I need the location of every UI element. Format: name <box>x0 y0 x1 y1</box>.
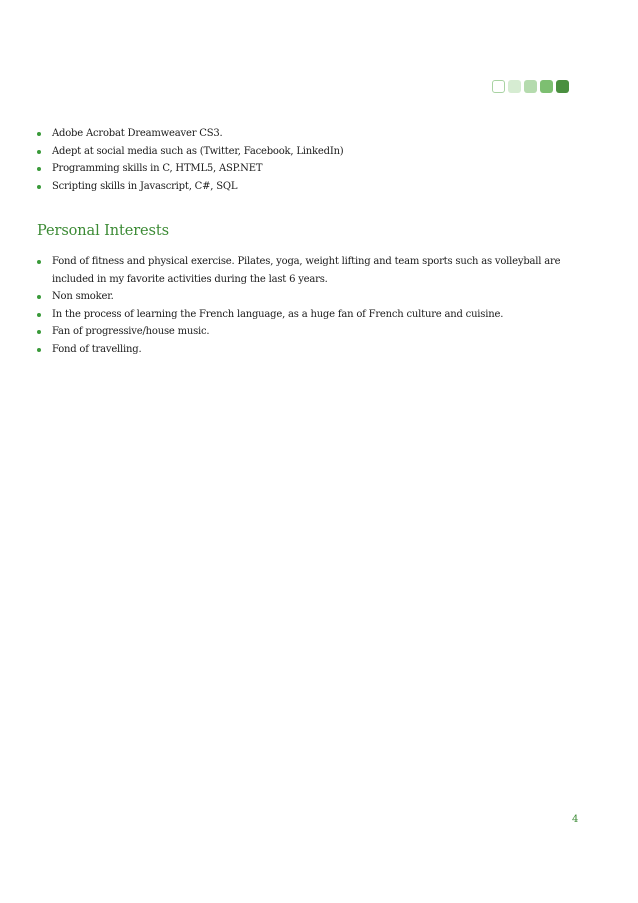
list-item-text: Programming skills in C, HTML5, ASP.NET <box>52 163 263 174</box>
list-item <box>37 341 582 359</box>
list-item-text: Fan of progressive/house music. <box>52 326 210 337</box>
section-title-personal-interests: Personal Interests <box>37 223 169 239</box>
bullet-icon <box>37 295 41 299</box>
deco-square <box>524 80 537 93</box>
interests-list <box>37 253 582 358</box>
list-item <box>37 125 582 143</box>
list-item-text: Non smoker. <box>52 291 114 302</box>
list-item-text: Fond of travelling. <box>52 343 142 355</box>
bullet-icon <box>37 313 41 317</box>
green-gradient-squares-icon <box>492 80 569 93</box>
bullet-icon <box>37 348 41 352</box>
list-item-text: Fond of fitness and physical exercise. Pilates, yoga, weight lifting and team sports such as volleyball are included in my favorite activities during the last 6 years. <box>52 256 561 285</box>
deco-square <box>556 80 569 93</box>
list-item <box>37 160 582 178</box>
list-item <box>37 178 582 196</box>
deco-square <box>508 80 521 93</box>
list-item-text: Scripting skills in Javascript, C#, SQL <box>52 180 238 192</box>
bullet-icon <box>37 260 41 264</box>
bullet-icon <box>37 330 41 334</box>
list-item <box>37 288 582 306</box>
bullet-icon <box>37 132 41 136</box>
list-item <box>37 306 582 324</box>
list-item-text: Adept at social media such as (Twitter, Facebook, LinkedIn) <box>52 145 344 157</box>
list-item-text: Adobe Acrobat Dreamweaver CS3. <box>52 128 223 139</box>
list-item <box>37 253 582 288</box>
bullet-icon <box>37 150 41 154</box>
deco-square <box>540 80 553 93</box>
skills-list <box>37 125 582 195</box>
list-item <box>37 143 582 161</box>
bullet-icon <box>37 185 41 189</box>
list-item-text: In the process of learning the French language, as a huge fan of French culture and cuisine. <box>52 308 504 320</box>
bullet-icon <box>37 167 41 171</box>
list-item <box>37 323 582 341</box>
deco-square <box>492 80 505 93</box>
page-number: 4 <box>572 814 579 825</box>
